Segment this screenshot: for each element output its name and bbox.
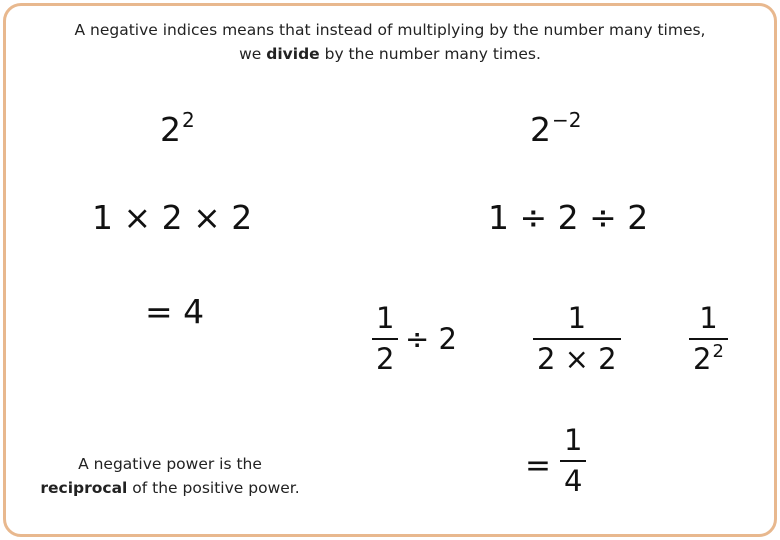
intro-line-2-end: by the number many times. bbox=[319, 45, 541, 63]
left-power bbox=[160, 110, 195, 149]
step2-denominator: 2 × 2 bbox=[537, 342, 617, 376]
left-result: = 4 bbox=[145, 292, 205, 331]
right-result-fraction bbox=[560, 424, 586, 497]
right-result-numerator: 1 bbox=[564, 423, 583, 457]
step2-fraction-bar bbox=[533, 338, 621, 340]
reciprocal-note bbox=[40, 452, 300, 500]
right-expansion: 1 ÷ 2 ÷ 2 bbox=[488, 198, 649, 237]
note-line-1: A negative power is the bbox=[78, 455, 262, 473]
step3-numerator: 1 bbox=[699, 301, 718, 335]
step1-denominator: 2 bbox=[376, 342, 395, 376]
note-reciprocal-word: reciprocal bbox=[40, 479, 128, 497]
right-power-base: 2 bbox=[530, 110, 551, 149]
right-result-equals: = bbox=[525, 448, 551, 484]
right-power bbox=[530, 110, 581, 149]
left-power-base: 2 bbox=[160, 110, 181, 149]
step2-numerator: 1 bbox=[567, 301, 587, 335]
intro-line-2 bbox=[30, 42, 750, 66]
step1-fraction-bar bbox=[372, 338, 398, 340]
intro-divide-word: divide bbox=[266, 45, 320, 63]
intro-text bbox=[30, 18, 750, 66]
right-result-fraction-bar bbox=[560, 460, 586, 462]
step3-den-exponent: 2 bbox=[712, 341, 724, 362]
step3-den-base: 2 bbox=[693, 342, 712, 376]
left-expansion: 1 × 2 × 2 bbox=[92, 198, 253, 237]
intro-line-2-start: we bbox=[239, 45, 267, 63]
step3-fraction bbox=[689, 302, 728, 380]
note-line-2-end: of the positive power. bbox=[127, 479, 300, 497]
left-power-exponent: 2 bbox=[182, 108, 195, 132]
right-power-exponent: −2 bbox=[552, 108, 582, 132]
right-result-denominator: 4 bbox=[564, 464, 583, 498]
step1-tail: ÷ 2 bbox=[405, 322, 457, 356]
step2-fraction bbox=[533, 302, 621, 375]
note-line-2 bbox=[40, 476, 300, 500]
intro-line-1: A negative indices means that instead of multiplying by the number many times, bbox=[74, 21, 706, 39]
step1-numerator: 1 bbox=[376, 301, 395, 335]
step3-denominator bbox=[689, 343, 728, 380]
step1-fraction bbox=[372, 302, 398, 375]
step3-fraction-bar bbox=[689, 338, 728, 340]
